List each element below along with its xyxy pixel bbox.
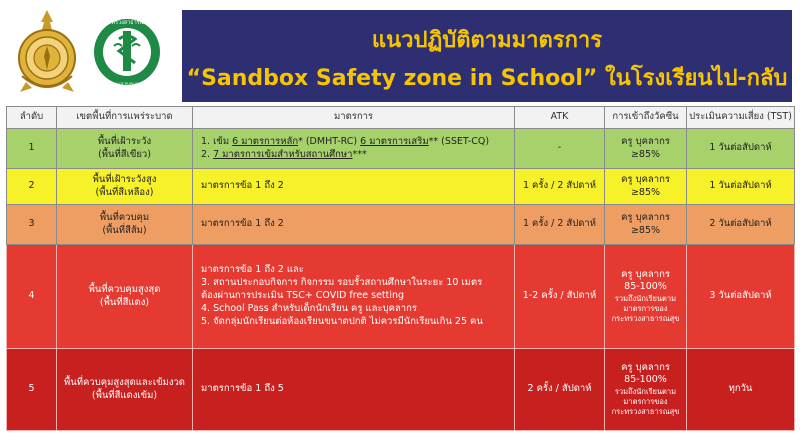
measures-table (6, 106, 795, 431)
zone-name: พื้นที่ควบคุมสูงสุดและเข้มงวด (64, 376, 185, 388)
table-row (7, 245, 795, 349)
moph-logo (92, 6, 162, 98)
zone-cell (57, 169, 193, 205)
row-number: 5 (7, 349, 57, 431)
atk-cell: - (515, 129, 605, 169)
measure-link-main: 6 มาตรการหลัก (232, 135, 299, 147)
row-number: 1 (7, 129, 57, 169)
tst-cell: 3 วันต่อสัปดาห์ (687, 245, 795, 349)
atk-cell: 2 ครั้ง / สัปดาห์ (515, 349, 605, 431)
zone-cell (57, 205, 193, 245)
title-line-2: “Sandbox Safety zone in School” ในโรงเรียนไป-กลับ (186, 66, 788, 91)
tst-cell: 1 วันต่อสัปดาห์ (687, 169, 795, 205)
vaccine-cell: ครู บุคลากร 85-100% รวมถึงนักเรียนตาม มาตรการของ กระทรวงสาธารณสุข (605, 245, 687, 349)
header-vaccine: การเข้าถึงวัคซีน (605, 107, 687, 129)
measures-cell: มาตรการข้อ 1 ถึง 2 (193, 169, 515, 205)
zone-cell (57, 129, 193, 169)
measure-line: 5. จัดกลุ่มนักเรียนต่อห้องเรียนขนาดปกติ ไม่ควรมีนักเรียนเกิน 25 คน (201, 315, 483, 327)
title-banner (182, 10, 792, 102)
zone-cell (57, 245, 193, 349)
header-atk: ATK (515, 107, 605, 129)
row-number: 3 (7, 205, 57, 245)
atk-cell: 1 ครั้ง / 2 สัปดาห์ (515, 205, 605, 245)
measure-line: มาตรการข้อ 1 ถึง 2 และ (201, 264, 304, 276)
measure-line: 2. 7 มาตรการเข้มสำหรับสถานศึกษา*** (201, 148, 367, 160)
measure-link-extra: 6 มาตรการเสริม (360, 135, 429, 147)
measures-cell (193, 245, 515, 349)
zone-name: พื้นที่เฝ้าระวัง (97, 135, 152, 147)
measure-link-school: 7 มาตรการเข้มสำหรับสถานศึกษา (213, 148, 353, 160)
header-zone: เขตพื้นที่การแพร่ระบาด (57, 107, 193, 129)
zone-name: พื้นที่ควบคุมสูงสุด (88, 283, 161, 295)
header-tst: ประเมินความเสี่ยง (TST) (687, 107, 795, 129)
measures-cell: มาตรการข้อ 1 ถึง 2 (193, 205, 515, 245)
vaccine-cell: ครู บุคลากร 85-100% รวมถึงนักเรียนตาม มาตรการของ กระทรวงสาธารณสุข (605, 349, 687, 431)
zone-sub: (พื้นที่สีเหลือง) (95, 186, 154, 198)
row-number: 2 (7, 169, 57, 205)
measure-line: 4. School Pass สำหรับเด็กนักเรียน ครู และบุคลากร (201, 302, 417, 314)
moph-logo-text-bottom: MINISTRY OF PUBLIC HEALTH (99, 81, 155, 86)
atk-cell: 1-2 ครั้ง / สัปดาห์ (515, 245, 605, 349)
emblem-seal-logo (12, 6, 82, 98)
header (0, 0, 800, 104)
zone-cell (57, 349, 193, 431)
measure-line: 3. สถานประกอบกิจการ กิจกรรม รอบรั้วสถานศึกษาในระยะ 10 เมตร (201, 277, 483, 289)
table-row (7, 169, 795, 205)
zone-name: พื้นที่ควบคุม (99, 211, 150, 223)
tst-cell: 2 วันต่อสัปดาห์ (687, 205, 795, 245)
measure-line: 1. เข้ม 6 มาตรการหลัก* (DMHT-RC) 6 มาตรการเสริม** (SSET-CQ) (201, 135, 490, 147)
zone-sub: (พื้นที่สีแดงเข้ม) (91, 389, 158, 401)
table-row (7, 129, 795, 169)
table-header-row (7, 107, 795, 129)
row-number: 4 (7, 245, 57, 349)
tst-cell: 1 วันต่อสัปดาห์ (687, 129, 795, 169)
title-line-1: แนวปฏิบัติตามมาตรการ (371, 28, 603, 53)
zone-name: พื้นที่เฝ้าระวังสูง (92, 173, 157, 185)
table-row (7, 349, 795, 431)
measures-cell (193, 129, 515, 169)
tst-cell: ทุกวัน (687, 349, 795, 431)
zone-sub: (พื้นที่สีแดง) (99, 296, 150, 308)
header-measures: มาตรการ (193, 107, 515, 129)
atk-cell: 1 ครั้ง / 2 สัปดาห์ (515, 169, 605, 205)
measures-cell: มาตรการข้อ 1 ถึง 5 (193, 349, 515, 431)
measure-line: ต้องผ่านการประเมิน TSC+ COVID free setting (201, 290, 405, 302)
vaccine-cell: ครู บุคลากร ≥85% (605, 205, 687, 245)
moph-logo-text-top: กระทรวงสาธารณสุข (102, 20, 152, 26)
table-row (7, 205, 795, 245)
zone-sub: (พื้นที่สีส้ม) (102, 224, 147, 236)
vaccine-cell: ครู บุคลากร ≥85% (605, 129, 687, 169)
zone-sub: (พื้นที่สีเขียว) (98, 148, 151, 160)
vaccine-cell: ครู บุคลากร ≥85% (605, 169, 687, 205)
header-number: ลำดับ (7, 107, 57, 129)
